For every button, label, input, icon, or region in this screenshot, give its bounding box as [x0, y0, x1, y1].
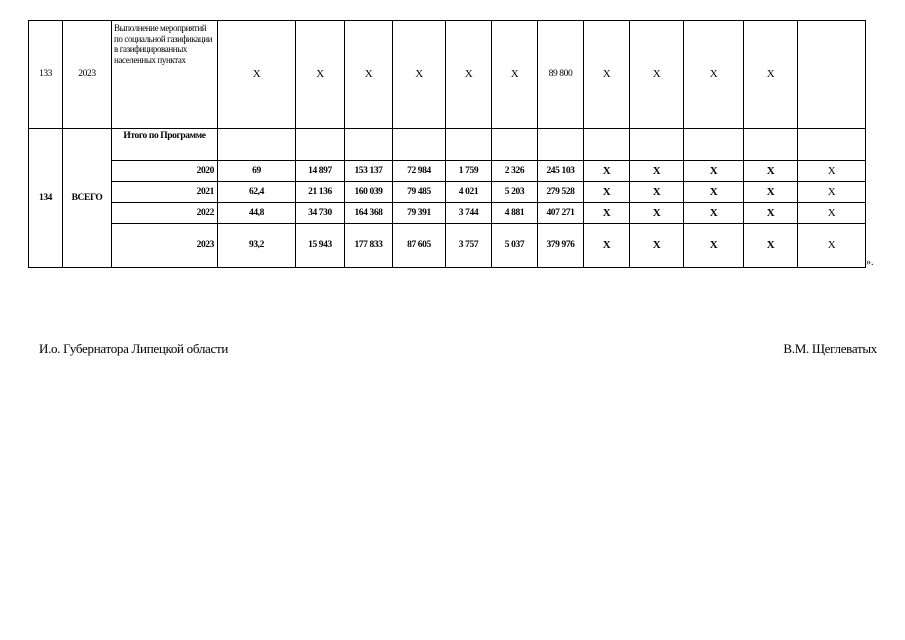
table-cell: 79 391: [393, 203, 446, 224]
table-cell: X: [744, 224, 798, 268]
table-row-133: [29, 21, 866, 129]
row-number: 134: [29, 129, 63, 268]
table-cell: 69: [218, 161, 296, 182]
table-cell: 62,4: [218, 182, 296, 203]
table-cell: X: [744, 182, 798, 203]
table-cell: 15 943: [296, 224, 345, 268]
row-label: ВСЕГО: [63, 129, 112, 268]
table-cell: X: [584, 203, 630, 224]
table-row-year-2022: [29, 203, 866, 224]
program-table: [28, 20, 866, 268]
table-cell: X: [684, 21, 744, 129]
table-cell: X: [798, 161, 866, 182]
table-cell: X: [492, 21, 538, 129]
table-cell: [630, 129, 684, 161]
table-cell: X: [630, 182, 684, 203]
table-cell: [584, 129, 630, 161]
signature-name: В.М. Щеглеватых: [783, 341, 877, 356]
table-cell: 2 326: [492, 161, 538, 182]
table-cell: [492, 129, 538, 161]
table-cell: X: [744, 203, 798, 224]
table-cell: X: [798, 182, 866, 203]
table-row-year-2020: [29, 161, 866, 182]
table-cell: 72 984: [393, 161, 446, 182]
table-cell: 44,8: [218, 203, 296, 224]
table-row-year-2021: [29, 182, 866, 203]
table-cell: 279 528: [538, 182, 584, 203]
table-cell: 4 881: [492, 203, 538, 224]
table-cell: [538, 129, 584, 161]
row-year: 2023: [63, 21, 112, 129]
table-cell: X: [798, 203, 866, 224]
table-cell: [393, 129, 446, 161]
table-row-134-header: [29, 129, 866, 161]
table-cell: 153 137: [345, 161, 393, 182]
table-cell: X: [584, 21, 630, 129]
table-cell: 93,2: [218, 224, 296, 268]
table-cell: 177 833: [345, 224, 393, 268]
table-cell: [684, 129, 744, 161]
table-cell: X: [446, 21, 492, 129]
table-cell: X: [684, 182, 744, 203]
table-cell: X: [393, 21, 446, 129]
table-cell: X: [584, 161, 630, 182]
table-cell: 164 368: [345, 203, 393, 224]
table-cell: [798, 21, 866, 129]
table-cell: 3 757: [446, 224, 492, 268]
table-cell: [218, 129, 296, 161]
signature-position: И.о. Губернатора Липецкой области: [39, 341, 228, 356]
table-cell: 1 759: [446, 161, 492, 182]
table-cell: X: [630, 21, 684, 129]
table-cell: [296, 129, 345, 161]
table-cell: [744, 129, 798, 161]
table-cell: X: [630, 224, 684, 268]
table-cell: X: [744, 21, 798, 129]
table-cell: 79 485: [393, 182, 446, 203]
table-cell: 21 136: [296, 182, 345, 203]
year-cell: 2022: [112, 203, 218, 224]
table-cell: X: [630, 203, 684, 224]
table-cell: X: [630, 161, 684, 182]
year-cell: 2020: [112, 161, 218, 182]
table-cell: X: [296, 21, 345, 129]
row-number: 133: [29, 21, 63, 129]
year-cell: 2023: [112, 224, 218, 268]
table-cell: 3 744: [446, 203, 492, 224]
table-cell: X: [684, 203, 744, 224]
measure-name: Выполнение мероприятий по социальной газификации в газифицированных населенных пунктах: [112, 21, 218, 129]
table-cell: X: [218, 21, 296, 129]
table-cell: X: [584, 224, 630, 268]
table-cell: X: [584, 182, 630, 203]
table-cell: 87 605: [393, 224, 446, 268]
table-cell: X: [798, 224, 866, 268]
total-label: Итого по Программе: [112, 129, 218, 161]
table-cell: X: [684, 161, 744, 182]
table-cell: [446, 129, 492, 161]
table-cell: 5 037: [492, 224, 538, 268]
table-cell: 160 039: [345, 182, 393, 203]
table-cell: 4 021: [446, 182, 492, 203]
table-cell: 5 203: [492, 182, 538, 203]
table-cell: [798, 129, 866, 161]
table-cell: 379 976: [538, 224, 584, 268]
table-cell: 245 103: [538, 161, 584, 182]
table-cell: 89 800: [538, 21, 584, 129]
table-cell: 407 271: [538, 203, 584, 224]
table-cell: X: [744, 161, 798, 182]
closing-quote: ».: [866, 257, 874, 268]
table-cell: X: [684, 224, 744, 268]
table-cell: [345, 129, 393, 161]
table-cell: 14 897: [296, 161, 345, 182]
table-cell: X: [345, 21, 393, 129]
table-row-year-2023: [29, 224, 866, 268]
year-cell: 2021: [112, 182, 218, 203]
table-cell: 34 730: [296, 203, 345, 224]
